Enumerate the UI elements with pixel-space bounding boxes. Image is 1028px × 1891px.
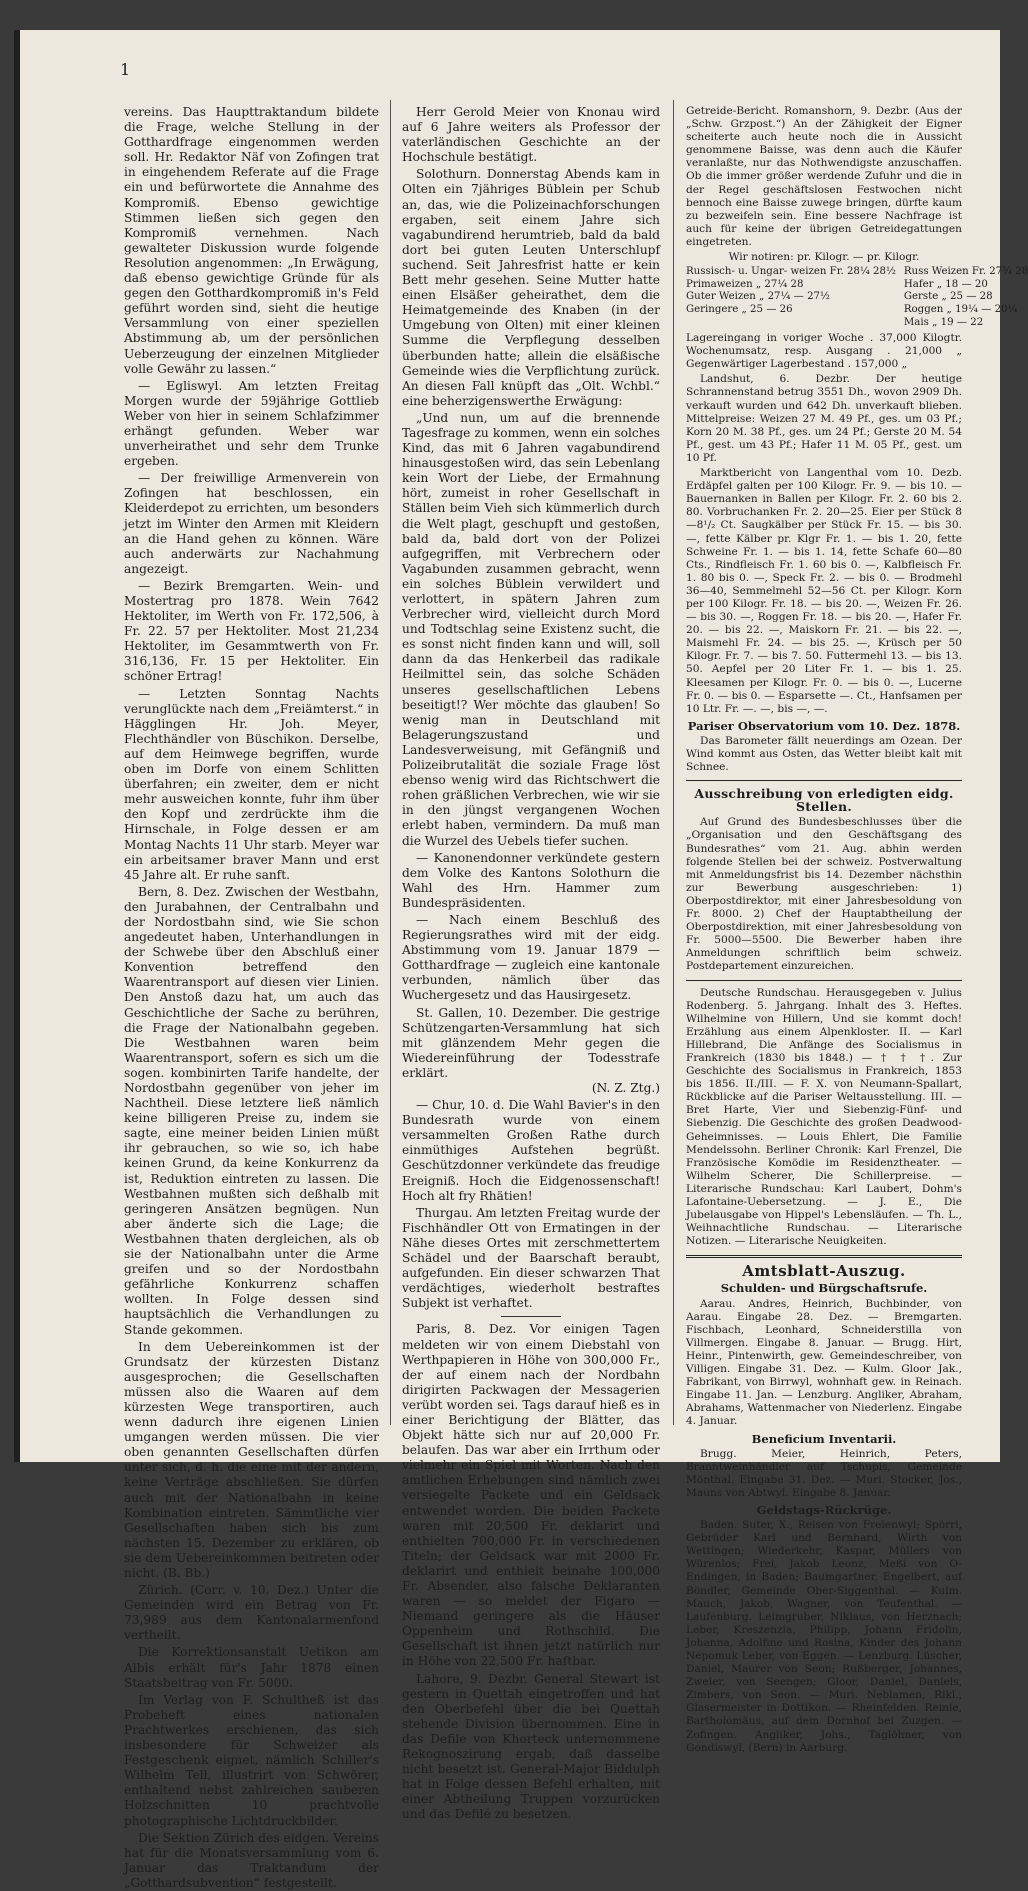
article-paragraph: Thurgau. Am letzten Freitag wurde der Fischhändler Ott von Ermatingen in der Nähe dieses Ortes mit zerschmettertem Schädel und der Baarschaft beraubt, aufgefunden. Ein dieser schwarzen That verdächtiges, wiederholt bestraftes Subjekt ist verhaftet. — [402, 1205, 660, 1311]
grain-cell: Roggen „ 19¼ — 20¼ — [903, 303, 1018, 315]
geldstag-text: Baden. Suter, X., Reisen von Freienwyl; Spörri, Gebrüder Karl und Bernhard, Wirth von Wettingen; Wiederkehr, Kaspar, Müllers von Würenlos; Frei, Jakob Leonz, Meßi von O-Endingen, in Baden; Baumgartner, Engelbert, auf Böndler, Gemeinde Ober-Siggenthal. — Kulm. Mauch, Jakob, Wagner, von Teufenthal. — Laufenburg. Leimgruber, Niklaus, von Herznach; Leber, Kreszenzia, Philipp, Johann Fridolin, Johanna, Adolfine und Rosina, Kinder des Johann Nepomuk Leber, von Eggen. — Lenzburg. Lüscher, Daniel, Maurer von Seon; Rußberger, Johannes, Zweier, von Seengen; Gloor, Daniel, Daniels, Zimbers, von Seon. — Muri. Neblamen, Rikl., Glasermeister in Dottikon. — Rheinfelden. Reinle, Bartholomäus, auf dem Dornhof bei Zuzgen. — Zofingen. Angliker, Johs., Taglöhner, von Gondiswyl, (Bern) in Aarburg. — [686, 1519, 962, 1754]
inventar-text: Brugg. Meier, Heinrich, Peters, Branntweinhändler auf Tschupis, Gemeinde Mönthal. Eingabe 31. Dez. — Muri. Stocker, Jos., Mauns von Abtwyl. Eingabe 8. Januar. — [686, 1447, 962, 1499]
article-paragraph: Solothurn. Donnerstag Abends kam in Olten ein 7jähriges Büblein per Schub an, das, wie die Polizeinachforschungen ergaben, seit einem Jahre sich vagabundirend herumtrieb, bald da bald dort bei guten Leuten Unterschlupf suchend. Seit Jahresfrist hatte er kein Bett mehr gesehen. Seine Mutter hatte einen Elsäßer geheirathet, dem die Heimatgemeinde des Knaben (in der Umgebung von Olten) mit einer kleinen Summe die Verpflegung desselben überbunden hatte; allein die elsäßische Gemeinde wies die Verpflichtung zurück. An diesen Fall knüpft das „Olt. Wchbl.“ eine beherzigenswerthe Erwägung: — [402, 167, 660, 408]
article-paragraph: — Nach einem Beschluß des Regierungsrathes wird mit der eidg. Abstimmung vom 19. Januar 1879 — Gotthardfrage — zugleich eine kantonale verbunden, nämlich über das Wuchergesetz und das Hausirgesetz. — [402, 912, 660, 1003]
article-paragraph: St. Gallen, 10. Dezember. Die gestrige Schützengarten-Versammlung hat sich mit glänzendem Mehr gegen die Wiedereinführung der Todesstrafe erklärt. — [402, 1005, 660, 1080]
section-rule-double — [686, 1255, 962, 1258]
grain-cell: Gerste „ 25 — 28 — [903, 291, 993, 303]
grain-cell: Hafer „ 18 — 20 — [903, 278, 988, 290]
section-rule — [686, 980, 962, 981]
geldstag-heading: Geldstags-Rückrüge. — [756, 1502, 892, 1517]
grain-price-table — [686, 266, 1028, 329]
rundschau-text: Deutsche Rundschau. Herausgegeben v. Julius Rodenberg. 5. Jahrgang. Inhalt des 3. Heftes. Wilhelmine von Hillern, Und sie kommt doch! Erzählung aus einem Alpenkloster. II. — Karl Hillebrand, Die Anfänge des Socialismus in Frankreich (1830 bis 1848.) — † † †. Zur Geschichte des Socialismus in Frankreich, 1853 bis 1856. II./III. — F. X. von Neumann-Spallart, Rückblicke auf die Pariser Weltausstellung. III. — Bret Harte, Vier und Siebenzig-Fünf- und Siebenzig. Die Geschichte des großen Deadwood-Geheimnisses. — Louis Ehlert, Die Familie Mendelssohn. Berliner Chronik: Karl Frenzel, Die Französische Komödie im Residenztheater. — Wilhelm Scherer, Die Schillerpreise. — Literarische Rundschau: Karl Laubert, Dohm's Lafontaine-Uebersetzung. — J. E., Die Jubelausgabe von Hippel's Lebensläufen. — Th. L., Weihnachtliche Rundschau. — Literarische Notizen. — Literarische Neuigkeiten. — [686, 986, 962, 1248]
column-left — [124, 105, 379, 1890]
article-paragraph: Im Verlag von F. Schultheß ist das Probeheft eines nationalen Prachtwerkes erschienen, das sich insbesondere für Schweizer als Festgeschenk eignet, nämlich Schiller's Wilhelm Tell, illustrirt von Schwörer, enthaltend nebst zahlreichen sauberen Holzschnitten 10 prachtvolle photographische Lichtdruckbilder. — [124, 1692, 379, 1828]
article-paragraph: — Bezirk Bremgarten. Wein- und Mostertrag pro 1878. Wein 7642 Hektoliter, im Werth von Fr. 172,506, à Fr. 22. 57 per Hektoliter. Most 21,234 Hektoliter, im Gesammtwerth von Fr. 316,136, Fr. 15 per Hektoliter. Ein schöner Ertrag! — [124, 578, 379, 684]
inventar-heading: Beneficium Inventarii. — [751, 1431, 897, 1446]
schulden-heading: Schulden- und Bürgschaftsrufe. — [720, 1281, 928, 1296]
page-number: 1 — [120, 60, 131, 79]
grain-cell: Geringere „ 25 — 26 — [686, 303, 793, 315]
column-rule — [390, 100, 391, 1425]
market-report-langenthal: Marktbericht von Langenthal vom 10. Dezb. Erdäpfel galten per 100 Kilogr. Fr. 9. — bis 10. — Bauernanken in Ballen per Kilogr. Fr. 2. 60 bis 2. 80. Vorbruchanken Fr. 2. 20—25. Eier per Stück 8—8¹/₂ Ct. Saugkälber per Stück Fr. 15. — bis 30. —, fette Kälber pr. Klgr Fr. 1. — bis 1. 20, fette Schweine Fr. 1. — bis 1. 14, fette Schafe 60—80 Cts., Rindfleisch Fr. 1. 60 bis 0. —, Kalbfleisch Fr. 1. 80 bis 0. —, Speck Fr. 2. — bis 0. — Brodmehl 36—40, Semmelmehl 52—56 Ct. per Kilogr. Korn per 100 Kilogr. Fr. 18. — bis 20. —, Weizen Fr. 26. — bis 30. —, Roggen Fr. 18. — bis 20. —, Hafer Fr. 20. — bis 22. —, Maiskorn Fr. 21. — bis 22. —, Maismehl Fr. 24. — bis 25. —, Krüsch per 50 Kilogr. Fr. 7. — bis 7. 50. Futtermehl 13. — bis 13. 50. Aepfel per 20 Liter Fr. 1. — bis 1. 25. Kleesamen per Kilogr. Fr. 0. — bis 0. —, Lucerne Fr. 0. — bis 0. — Esparsette —. Ct., Hanfsamen per 10 Ltr. Fr. —. —, bis —, —. — [686, 467, 962, 715]
amtsblatt-heading: Amtsblatt-Auszug. — [742, 1262, 906, 1281]
article-paragraph: — Der freiwillige Armenverein von Zofingen hat beschlossen, ein Kleiderdepot zu errichten, um besonders jetzt im Winter den Armen mit Kleidern an die Hand gehen zu können. Wäre auch anderwärts zur Nachahmung angezeigt. — [124, 471, 379, 576]
grain-stock-text: Lagereingang in voriger Woche . 37,000 Kilogtr. Wochenumsatz, resp. Ausgang . 21,000 „ Gegenwärtiger Lagerbestand . 157,000 „ — [686, 332, 962, 371]
article-paragraph: Die Korrektionsanstalt Uetikon am Albis erhält für's Jahr 1878 einen Staatsbeitrag von Fr. 5000. — [124, 1645, 379, 1690]
job-postings-text: Auf Grund des Bundesbeschlusses über die „Organisation und den Geschäftsgang des Bundesrathes“ vom 21. Aug. abhin werden folgende Stellen bei der schweiz. Postverwaltung mit Anmeldungsfrist bis 14. Dezember nächsthin zur Bewerbung ausgeschrieben: 1) Oberpostdirektor, mit einer Jahresbesoldung von Fr. 8000. 2) Chef der Hauptabtheilung der Oberpostdirektion, mit einer Jahresbesoldung von Fr. 5000—5500. Die Bewerber haben ihre Anmeldungen schriftlich beim schweiz. Postdepartement einzureichen. — [686, 816, 962, 973]
market-report-landshut: Landshut, 6. Dezbr. Der heutige Schrannenstand betrug 3551 Dh., wovon 2909 Dh. verkauft wurden und 642 Dh. unverkauft blieben. Mittelpreise: Weizen 27 M. 49 Pf., ges. um 03 Pf.; Korn 20 M. 38 Pf., ges. um 24 Pf.; Gerste 20 M. 54 Pf., gest. um 43 Pf.; Hafer 11 M. 05 Pf., gest. um 10 Pf. — [686, 373, 962, 464]
article-paragraph: Die Sektion Zürich des eidgen. Vereins hat für die Monatsversammlung vom 6. Januar das Traktandum der „Gotthardsubvention“ festgestellt. — [124, 1830, 379, 1890]
column-right — [686, 105, 1028, 1754]
source-signature: (N. Z. Ztg.) — [591, 1081, 660, 1095]
article-paragraph: — Chur, 10. d. Die Wahl Bavier's in den Bundesrath wurde von einem versammelten Großen Rathe durch einmüthiges Aufstehen begrüßt. Geschützdonner verkündete das freudige Ereigniß. Hoch die Eidgenossenschaft! Hoch alt fry Rhätien! — [402, 1098, 660, 1203]
grain-cell: Russ Weizen Fr. 27¾ 28 — [903, 266, 1028, 278]
article-paragraph: — Egliswyl. Am letzten Freitag Morgen wurde der 59jährige Gottlieb Weber von hier in seinem Schlafzimmer erhängt gefunden. Weber war unverheirathet und sehr dem Trunke ergeben. — [124, 378, 379, 469]
article-paragraph: — Letzten Sonntag Nachts verunglückte nach dem „Freiämterst.“ in Hägglingen Hr. Joh. Meyer, Flechthändler von Büschikon. Derselbe, auf dem Heimwege begriffen, wurde oben im Dorfe von einem Schlitten überfahren; ein zweiter, dem er nicht mehr ausweichen konnte, fuhr ihm über den Kopf und zerdrückte ihm die Hirnschale, in Folge dessen er am Montag Nachts 11 Uhr starb. Meyer war ein arbeitsamer braver Mann und erst 45 Jahre alt. Er ruhe sanft. — [124, 686, 379, 882]
grain-cell — [686, 317, 896, 330]
section-separator — [501, 1316, 561, 1317]
job-postings-heading: Ausschreibung von erledigten eidg. Stellen. — [694, 786, 954, 815]
grain-table-header: Wir notiren: pr. Kilogr. — pr. Kilogr. — [728, 251, 920, 264]
article-paragraph: Lahore, 9. Dezbr. General Stewart ist gestern in Quettah eingetroffen und hat den Oberbefehl über die bei Quettah stehende Division übernommen. Eine in das Defile von Khorteck unternommene Rekognoszirung ergab, daß dasselbe nicht besetzt ist. General-Major Biddulph hat in Folge dessen Befehl erhalten, mit einer Abtheilung Truppen vorzurücken und das Defilé zu besetzen. — [402, 1671, 660, 1822]
grain-cell: Guter Weizen „ 27¼ — 27½ — [686, 291, 830, 303]
observatory-heading: Pariser Observatorium vom 10. Dez. 1878. — [687, 718, 961, 733]
article-paragraph: — Kanonendonner verkündete gestern dem Volke des Kantons Solothurn die Wahl des Hrn. Hammer zum Bundespräsidenten. — [402, 850, 660, 910]
section-rule — [686, 780, 962, 781]
article-paragraph: Paris, 8. Dez. Vor einigen Tagen meldeten wir von einem Diebstahl von Werthpapieren in Höhe von 300,000 Fr., der auf einem nach der Nordbahn dirigirten Packwagen der Messagerien verübt worden sei. Tags darauf hieß es in einer Berichtigung der Blätter, das Objekt hätte sich nur auf 20,000 Fr. belaufen. Das war aber ein Irrthum oder vielmehr ein Spiel mit Worten. Nach den amtlichen Erhebungen sind nämlich zwei versiegelte Packete und ein Geldsack entwendet worden. Die beiden Packete waren mit 20,500 Fr. deklarirt und enthielten 700,000 Fr. in verschiedenen Titeln; der Geldsack war mit 2000 Fr. deklarirt und enthielt beinahe 100,000 Fr. Absender, also falsche Deklaranten waren — so meldet der Figaro — Niemand geringere als die Häuser Oppenheim und Rothschild. Die Gesellschaft ist ihnen jetzt natürlich nur in Höhe von 22,500 Fr. haftbar. — [402, 1322, 660, 1669]
article-paragraph: vereins. Das Haupttraktandum bildete die Frage, welche Stellung in der Gotthardfrage eingenommen werden soll. Hr. Redaktor Näf von Zofingen trat in eingehendem Referate auf die Frage ein und befürwortete die Annahme des Kompromiß. Ebenso gewichtige Stimmen ließen sich gegen den Kompromiß vernehmen. Nach gewalteter Diskussion wurde folgende Resolution angenommen: „In Erwägung, daß ebenso gewichtige Gründe für als gegen den Gotthardkompromiß in's Feld geführt worden sind, sieht die heutige Versammlung von einer speziellen Abstimmung ab, um der persönlichen Ueberzeugung der einzelnen Mitglieder volle Gewähr zu lassen.“ — [124, 105, 379, 376]
grain-cell: Russisch- u. Ungar- weizen Fr. 28¼ 28½ — [686, 266, 896, 278]
grain-report-text: Getreide-Bericht. Romanshorn, 9. Dezbr. (Aus der „Schw. Grzpost.“) An der Zähigkeit der Eigner scheiterte auch heute noch die in Aussicht genommene Baisse, was denn auch die Käufer veranlaßte, nur das Nothwendigste anzuschaffen. Ob die immer größer werdende Zufuhr und die in der Regel geschäftslosen Festwochen nicht bennoch eine Baisse zuwege bringen, dürfte kaum zu bezweifeln sein. Eine bessere Nachfrage ist auch für keine der übrigen Getreidegattungen eingetreten. — [686, 105, 962, 248]
schulden-text: Aarau. Andres, Heinrich, Buchbinder, von Aarau. Eingabe 28. Dez. — Bremgarten. Fischbach, Leonhard, Schneiderstilla von Villmergen. Eingabe 8. Januar. — Brugg. Hirt, Heinr., Pintenwirth, gew. Gemeindeschreiber, von Villigen. Eingabe 31. Dez. — Kulm. Gloor Jak., Fabrikant, von Birrwyl, wohnhaft gew. in Reinach. Eingabe 11. Jan. — Lenzburg. Angliker, Abraham, Abrahams, Wattenmacher von Niederlenz. Eingabe 4. Januar. — [686, 1297, 962, 1428]
article-paragraph: Bern, 8. Dez. Zwischen der Westbahn, den Jurabahnen, der Centralbahn und der Nordostbahn sind, wie Sie schon angedeutet haben, Unterhandlungen in der Schwebe über den Abschluß einer Konvention betreffend den Waarentransport auf diesen vier Linien. Den Anstoß dazu hat, um auch das Geschichtliche der Sache zu berühren, die Frage der Nationalbahn gegeben. Die Westbahnen waren beim Waarentransport, sofern es sich um die sogen. kombinirten Tarife handelte, der Nordostbahn gegenüber von jeher im Nachtheil. Diese letztere ließ nämlich keine billigeren Preise zu, indem sie sagte, eine meiner beiden Linien müßt ihr gebrauchen, so wie so, ich habe keinen Grund, da keine Konkurrenz da ist, Reduktion eintreten zu lassen. Die Westbahnen mußten sich deßhalb mit geringeren Ansätzen begnügen. Nun aber änderte sich die Lage; die Westbahnen thaten dergleichen, als ob sie der Nationalbahn unter die Arme greifen und so der Nordostbahn gefährliche Konkurrenz schaffen wollten. In Folge dessen sind hauptsächlich die Verhandlungen zu Stande gekommen. — [124, 884, 379, 1337]
column-rule — [673, 100, 674, 1425]
article-paragraph: Herr Gerold Meier von Knonau wird auf 6 Jahre weiters als Professor der vaterländischen Geschichte an der Hochschule bestätigt. — [402, 105, 660, 165]
grain-cell: Primaweizen „ 27¼ 28 — [686, 278, 804, 290]
article-paragraph: In dem Uebereinkommen ist der Grundsatz der kürzesten Distanz ausgesprochen; die Gesellschaften müssen also die Waaren auf dem kürzesten Wege transportiren, auch wenn dadurch ihre eigenen Linien umgangen werden müssen. Die vier oben genannten Gesellschaften dürfen unter sich, d. h. die eine mit der andern, keine Verträge abschließen. Sie dürfen auch mit der Nationalbahn in keine Kombination eintreten. Sämmtliche vier Gesellschaften haben sich bis zum nächsten 15. Dezember zu erklären, ob sie dem Uebereinkommen beitreten oder nicht. (B. Bb.) — [124, 1339, 379, 1580]
article-paragraph: Zürich. (Corr. v. 10. Dez.) Unter die Gemeinden wird ein Betrag von Fr. 73,989 aus dem Kantonalarmenfond vertheilt. — [124, 1583, 379, 1643]
newspaper-page — [14, 30, 1028, 1890]
article-paragraph: „Und nun, um auf die brennende Tagesfrage zu kommen, wenn ein solches Kind, das mit 6 Jahren vagabundirend hinausgestoßen wird, das sein Lebenlang kein Wort der Liebe, der Ermahnung hört, zumeist in roher Gesellschaft in Ställen beim Vieh sich kümmerlich durch die Welt plagt, geschupft und gestoßen, bald da, bald dort von der Polizei aufgegriffen, mit Verbrechern oder Vagabunden zusammen gebracht, wenn ein solches Büblein verwildert und verlottert, in spätern Jahren zum Verbrecher wird, vielleicht durch Mord und Todtschlag seine Existenz sucht, die es sonst nicht finden kann und will, soll dann da das Henkerbeil das radikale Heilmittel sein, das solche Schäden unseres gesellschaftlichen Lebens beseitigt!? Wer möchte das glauben! So wenig man in Deutschland mit Belagerungszustand und Landesverweisung, mit Gefängniß und Polizeibrutalität die soziale Frage löst ebenso wenig wird das Richtschwert die rohen gräßlichen Verbrechen, wie wir sie in den jüngst vergangenen Wochen erlebt haben, vermindern. Da muß man die Wurzel des Uebels tiefer suchen. — [402, 410, 660, 848]
grain-cell: Mais „ 19 — 22 — [903, 316, 984, 328]
observatory-text: Das Barometer fällt neuerdings am Ozean. Der Wind kommt aus Osten, das Wetter bleibt kalt mit Schnee. — [686, 734, 962, 774]
column-middle — [402, 105, 660, 1822]
